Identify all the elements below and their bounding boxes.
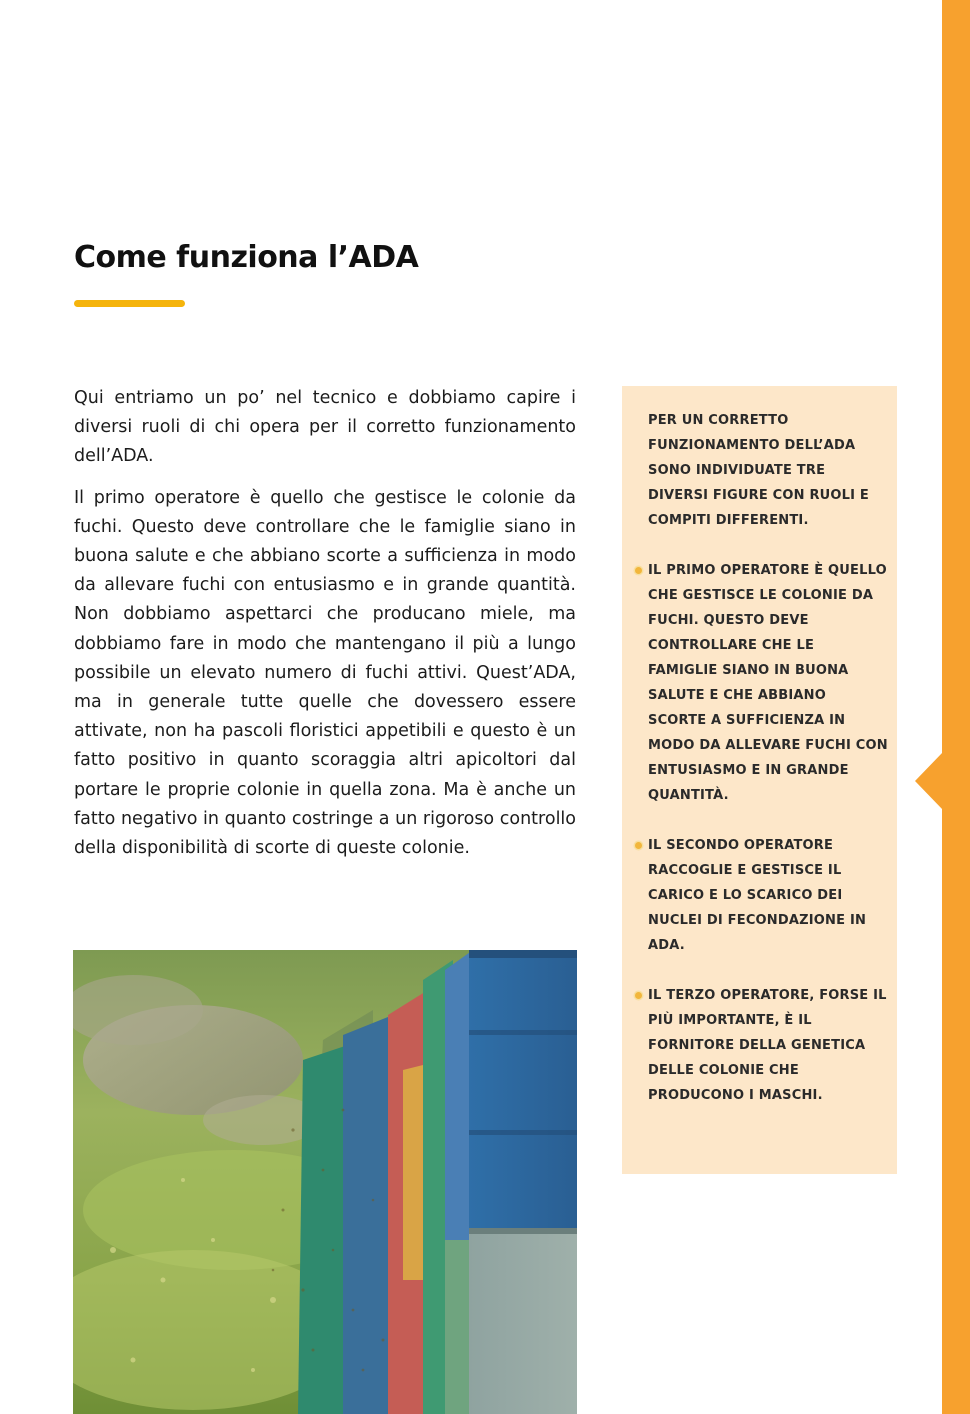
sidebar-point-text: IL TERZO OPERATORE, FORSE IL PIÙ IMPORTANTE, È IL FORNITORE DELLA GENETICA DELLE COLONIE CHE PRODUCONO I MASCHI.: [648, 988, 887, 1103]
title-underline: [74, 300, 185, 307]
page-edge-accent-bar: [942, 0, 970, 1414]
sidebar-intro: PER UN CORRETTO FUNZIONAMENTO DELL’ADA SONO INDIVIDUATE TRE DIVERSI FIGURE CON RUOLI E COMPITI DIFFERENTI.: [648, 413, 870, 528]
page-edge-accent-tab: [915, 752, 943, 810]
body-paragraph: Il primo operatore è quello che gestisce le colonie da fuchi. Questo deve controllare che le famiglie siano in buona salute e che abbiano scorte a sufficienza in modo da allevare fuchi con entusiasmo e in grande quantità. Non dobbiamo aspettarci che producano miele, ma dobbiamo fare in modo che mantengano il più a lungo possibile un elevato numero di fuchi attivi. Quest’ADA, ma in generale tutte quelle che dovessero essere attivate, non ha pascoli floristici appetibili e questo è un fatto positivo in quanto scoraggia altri apicoltori dal portare le proprie colonie in quella zona. Ma è anche un fatto negativo in quanto costringe a un rigoroso controllo della disponibilità di scorte di queste colonie.: [74, 487, 576, 859]
sidebar-point-text: IL PRIMO OPERATORE È QUELLO CHE GESTISCE LE COLONIE DA FUCHI. QUESTO DEVE CONTROLLARE CHE LE FAMIGLIE SIANO IN BUONA SALUTE E CHE ABBIANO SCORTE A SUFFICIENZA IN MODO DA ALLEVARE FUCHI CON ENTUSIASMO E IN GRANDE QUANTITÀ.: [648, 563, 888, 803]
bullet-icon: [635, 992, 642, 999]
bullet-icon: [635, 567, 642, 574]
sidebar-point: [648, 833, 888, 958]
bullet-icon: [635, 842, 642, 849]
beehives-photo: [73, 950, 577, 1414]
body-paragraph: Qui entriamo un po’ nel tecnico e dobbiamo capire i diversi ruoli di chi opera per il corretto funzionamento dell’ADA.: [74, 388, 576, 467]
sidebar-point-text: IL SECONDO OPERATORE RACCOGLIE E GESTISCE IL CARICO E LO SCARICO DEI NUCLEI DI FECONDAZIONE IN ADA.: [648, 838, 867, 953]
main-body-text: [74, 384, 576, 875]
page-title: Come funziona l’ADA: [74, 240, 419, 275]
sidebar-point: [648, 558, 888, 808]
sidebar-point: [648, 983, 888, 1108]
info-sidebar: [622, 386, 897, 1174]
